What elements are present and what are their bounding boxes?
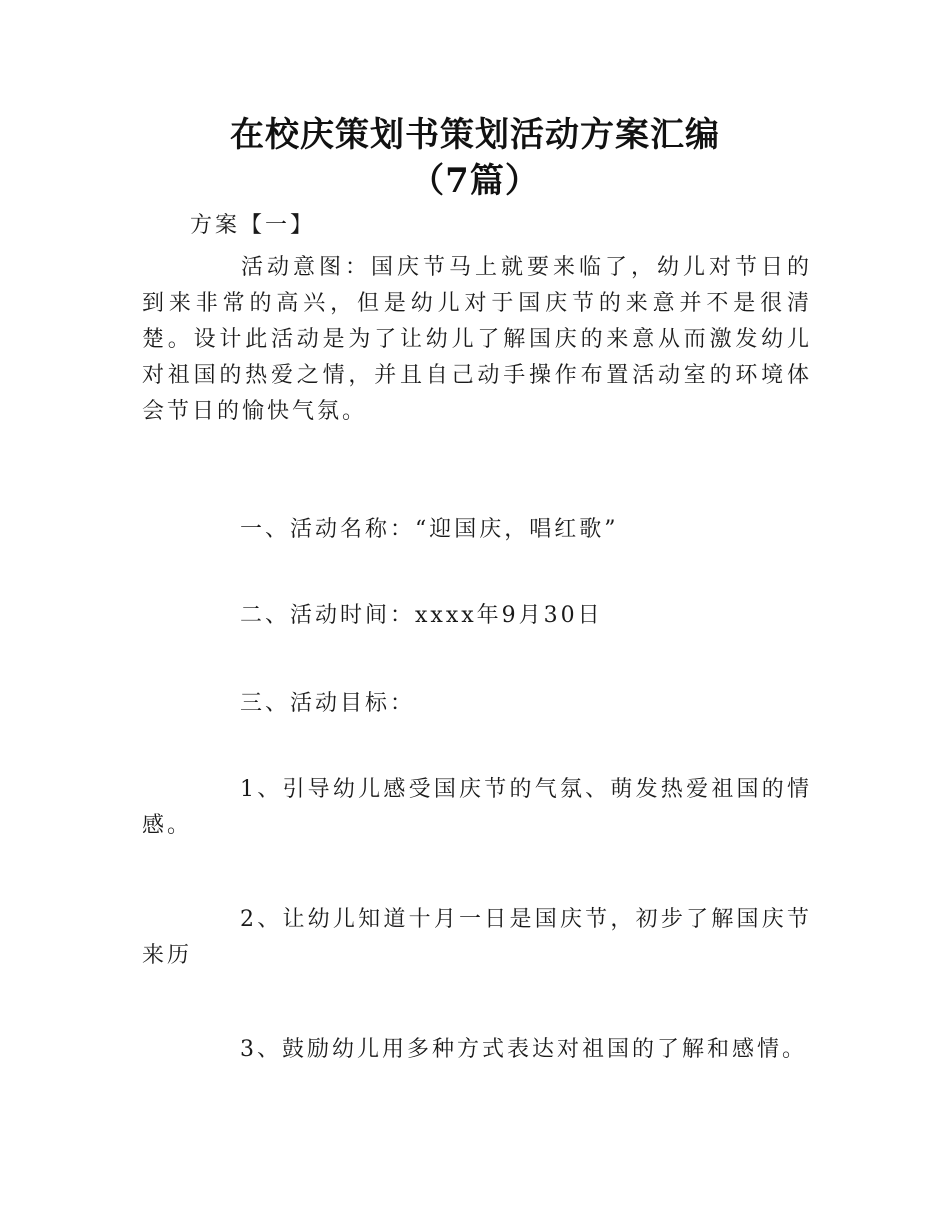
paragraph-goal-1 [142, 772, 812, 844]
activity-time-text: 二、活动时间：xxxx年9月30日 [240, 603, 603, 628]
goal-1-text: 1、引导幼儿感受国庆节的气氛、萌发热爱祖国的情感。 [142, 777, 812, 838]
paragraph-activity-intent [142, 250, 812, 430]
activity-goals-heading-text: 三、活动目标： [240, 691, 416, 716]
activity-intent-text: 活动意图：国庆节马上就要来临了，幼儿对节日的到来非常的高兴，但是幼儿对于国庆节的来意并不是很清楚。设计此活动是为了让幼儿了解国庆的来意从而激发幼儿对祖国的热爱之情，并且自己动手操作布置活动室的环境体会节日的愉快气氛。 [142, 255, 812, 424]
document-title [0, 112, 950, 204]
paragraph-activity-time [142, 598, 812, 634]
paragraph-activity-name [142, 512, 812, 548]
activity-name-text: 一、活动名称：“迎国庆，唱红歌” [240, 517, 619, 542]
paragraph-goal-3 [142, 1032, 812, 1068]
paragraph-goal-2 [142, 902, 812, 974]
goal-2-text: 2、让幼儿知道十月一日是国庆节，初步了解国庆节来历 [142, 907, 812, 968]
section-label: 方案【一】 [190, 213, 316, 238]
paragraph-activity-goals-heading [142, 686, 812, 722]
goal-3-text: 3、鼓励幼儿用多种方式表达对祖国的了解和感情。 [240, 1037, 807, 1062]
title-line-1: 在校庆策划书策划活动方案汇编 [230, 115, 720, 155]
title-line-2: （7篇） [410, 161, 540, 201]
